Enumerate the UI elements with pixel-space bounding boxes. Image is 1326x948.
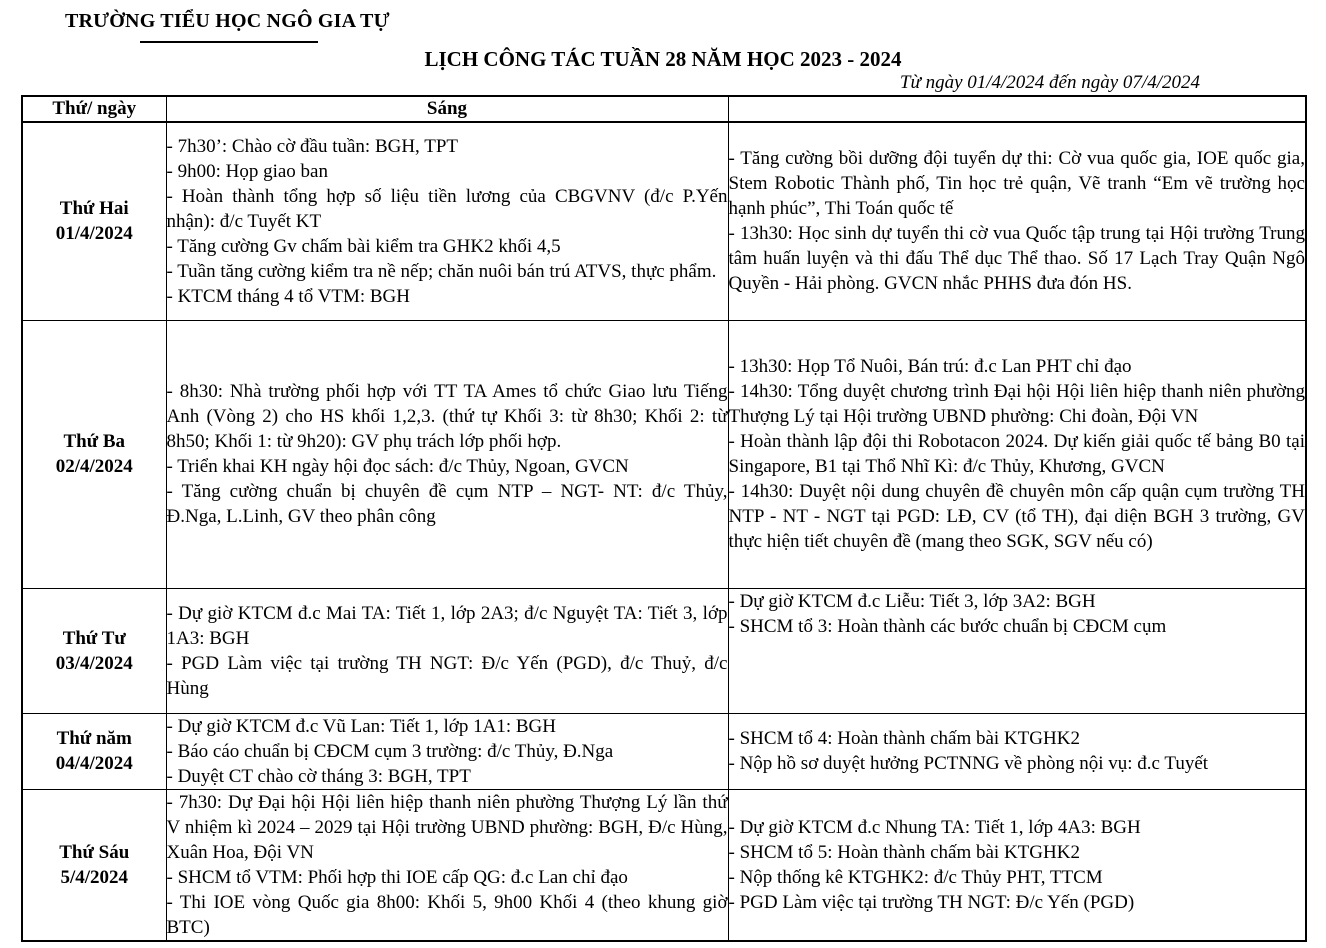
schedule-item: - Dự giờ KTCM đ.c Liễu: Tiết 3, lớp 3A2: BGH xyxy=(728,590,1096,612)
day-name: Thứ năm xyxy=(56,728,132,749)
day-cell xyxy=(22,122,166,320)
schedule-item: - Nộp thống kê KTGHK2: đ/c Thủy PHT, TTCM xyxy=(728,866,1103,888)
schedule-item: - Tăng cường bồi dưỡng đội tuyển dự thi: Cờ vua quốc gia, IOE quốc gia, Stem Robotic Thành phố, Tin học trẻ quận, Vẽ tranh “Em vẽ trường học hạnh phúc”, Thi Toán quốc tế xyxy=(728,148,1305,220)
day-name: Thứ Tư xyxy=(62,627,126,649)
schedule-item: - Dự giờ KTCM đ.c Mai TA: Tiết 1, lớp 2A3; đ/c Nguyệt TA: Tiết 3, lớp 1A3: BGH xyxy=(166,602,728,649)
schedule-item: - 13h30: Họp Tổ Nuôi, Bán trú: đ.c Lan PHT chỉ đạo xyxy=(728,356,1132,377)
school-name-underline xyxy=(140,41,318,43)
table-row xyxy=(22,713,1306,789)
schedule-item: - Thi IOE vòng Quốc gia 8h00: Khối 5, 9h00 Khối 4 (theo khung giờ BTC) xyxy=(166,891,728,938)
schedule-item: - 13h30: Học sinh dự tuyển thi cờ vua Quốc tập trung tại Hội trường Trung tâm huấn luyện và thi đấu Thể dục Thể thao. Số 17 Lạch Tray Quận Ngô Quyền - Hải phòng. GVCN nhắc PHHS đưa đón HS. xyxy=(728,223,1305,295)
day-name: Thứ Sáu xyxy=(59,841,130,863)
afternoon-cell xyxy=(728,122,1306,320)
morning-cell xyxy=(166,713,728,789)
weekly-schedule-table xyxy=(21,95,1307,942)
day-cell xyxy=(22,713,166,789)
school-name: TRƯỜNG TIỂU HỌC NGÔ GIA TỰ xyxy=(65,10,390,32)
header-day: Thứ/ ngày xyxy=(22,96,166,122)
schedule-item: - PGD Làm việc tại trường TH NGT: Đ/c Yến (PGD), đ/c Thuỷ, đ/c Hùng xyxy=(166,652,728,699)
schedule-item: - 7h30: Dự Đại hội Hội liên hiệp thanh niên phường Thượng Lý lần thứ V nhiệm kì 2024 – 2029 tại Hội trường UBND phường: BGH, Đ/c Hùng, Xuân Hoa, Đội VN xyxy=(166,791,728,863)
header-morning: Sáng xyxy=(166,96,728,122)
schedule-item: - PGD Làm việc tại trường TH NGT: Đ/c Yến (PGD) xyxy=(728,891,1135,913)
afternoon-cell xyxy=(728,320,1306,588)
day-cell xyxy=(22,789,166,941)
date-range: Từ ngày 01/4/2024 đến ngày 07/4/2024 xyxy=(899,72,1200,93)
schedule-item: - Dự giờ KTCM đ.c Nhung TA: Tiết 1, lớp 4A3: BGH xyxy=(728,816,1141,838)
schedule-item: - SHCM tổ 4: Hoàn thành chấm bài KTGHK2 xyxy=(728,728,1080,749)
day-cell xyxy=(22,588,166,713)
page-title: LỊCH CÔNG TÁC TUẦN 28 NĂM HỌC 2023 - 2024 xyxy=(424,47,902,71)
schedule-item: - Nộp hồ sơ duyệt hưởng PCTNNG về phòng nội vụ: đ.c Tuyết xyxy=(728,753,1209,774)
schedule-item: - Báo cáo chuẩn bị CĐCM cụm 3 trường: đ/c Thủy, Đ.Nga xyxy=(166,740,614,762)
schedule-item: - 8h30: Nhà trường phối hợp với TT TA Ames tổ chức Giao lưu Tiếng Anh (Vòng 2) cho HS khối 1,2,3. (thứ tự Khối 3: từ 8h30; Khối 2: từ 8h50; Khối 1: từ 9h20): GV phụ trách lớp phối hợp. xyxy=(166,381,728,452)
table-row xyxy=(22,122,1306,320)
schedule-item: - 14h30: Tổng duyệt chương trình Đại hội Hội liên hiệp thanh niên phường Thượng Lý tại Hội trường UBND phường: Chi đoàn, Đội VN xyxy=(728,381,1305,427)
schedule-item: - 14h30: Duyệt nội dung chuyên đề chuyên môn cấp quận cụm trường TH NTP - NT - NGT tại PGD: LĐ, CV (tổ TH), đại diện BGH 3 trường, GV thực hiện tiết chuyên đề (mang theo SGK, SGV nếu có) xyxy=(728,481,1305,552)
day-cell xyxy=(22,320,166,588)
schedule-item: - SHCM tổ 5: Hoàn thành chấm bài KTGHK2 xyxy=(728,841,1080,863)
day-date: 04/4/2024 xyxy=(55,753,133,774)
afternoon-cell xyxy=(728,713,1306,789)
schedule-body xyxy=(22,122,1306,941)
schedule-item: - SHCM tổ VTM: Phối hợp thi IOE cấp QG: đ.c Lan chỉ đạo xyxy=(166,866,628,888)
schedule-item: - KTCM tháng 4 tổ VTM: BGH xyxy=(166,285,410,307)
day-date: 02/4/2024 xyxy=(55,456,133,477)
schedule-item: - Duyệt CT chào cờ tháng 3: BGH, TPT xyxy=(166,765,471,787)
morning-cell xyxy=(166,588,728,713)
morning-cell xyxy=(166,320,728,588)
day-name: Thứ Hai xyxy=(59,198,129,220)
schedule-item: - Tuần tăng cường kiểm tra nề nếp; chăn nuôi bán trú ATVS, thực phẩm. xyxy=(166,260,717,282)
schedule-item: - Dự giờ KTCM đ.c Vũ Lan: Tiết 1, lớp 1A1: BGH xyxy=(166,715,556,737)
schedule-item: - Tăng cường chuẩn bị chuyên đề cụm NTP – NGT- NT: đ/c Thủy, Đ.Nga, L.Linh, GV theo phân công xyxy=(166,481,728,527)
schedule-item: - 9h00: Họp giao ban xyxy=(166,160,328,182)
schedule-item: - Tăng cường Gv chấm bài kiểm tra GHK2 khối 4,5 xyxy=(166,235,561,257)
table-row xyxy=(22,789,1306,941)
header-row xyxy=(22,96,1306,122)
day-date: 03/4/2024 xyxy=(55,652,133,674)
schedule-item: - 7h30’: Chào cờ đầu tuần: BGH, TPT xyxy=(166,135,458,157)
afternoon-cell xyxy=(728,588,1306,713)
schedule-item: - SHCM tổ 3: Hoàn thành các bước chuẩn bị CĐCM cụm xyxy=(728,615,1167,637)
afternoon-cell xyxy=(728,789,1306,941)
schedule-item: - Triển khai KH ngày hội đọc sách: đ/c Thủy, Ngoan, GVCN xyxy=(166,456,629,477)
day-name: Thứ Ba xyxy=(63,431,126,452)
morning-cell xyxy=(166,789,728,941)
table-row xyxy=(22,320,1306,588)
schedule-item: - Hoàn thành tổng hợp số liệu tiền lương của CBGVNV (đ/c P.Yến nhận): đ/c Tuyết KT xyxy=(166,185,728,232)
header-afternoon xyxy=(728,96,1306,122)
schedule-item: - Hoàn thành lập đội thi Robotacon 2024. Dự kiến giải quốc tế bảng B0 tại Singapore, B1 tại Thổ Nhĩ Kì: đ/c Thủy, Khương, GVCN xyxy=(728,431,1305,477)
day-date: 5/4/2024 xyxy=(60,866,129,888)
day-date: 01/4/2024 xyxy=(55,223,133,245)
morning-cell xyxy=(166,122,728,320)
table-row xyxy=(22,588,1306,713)
